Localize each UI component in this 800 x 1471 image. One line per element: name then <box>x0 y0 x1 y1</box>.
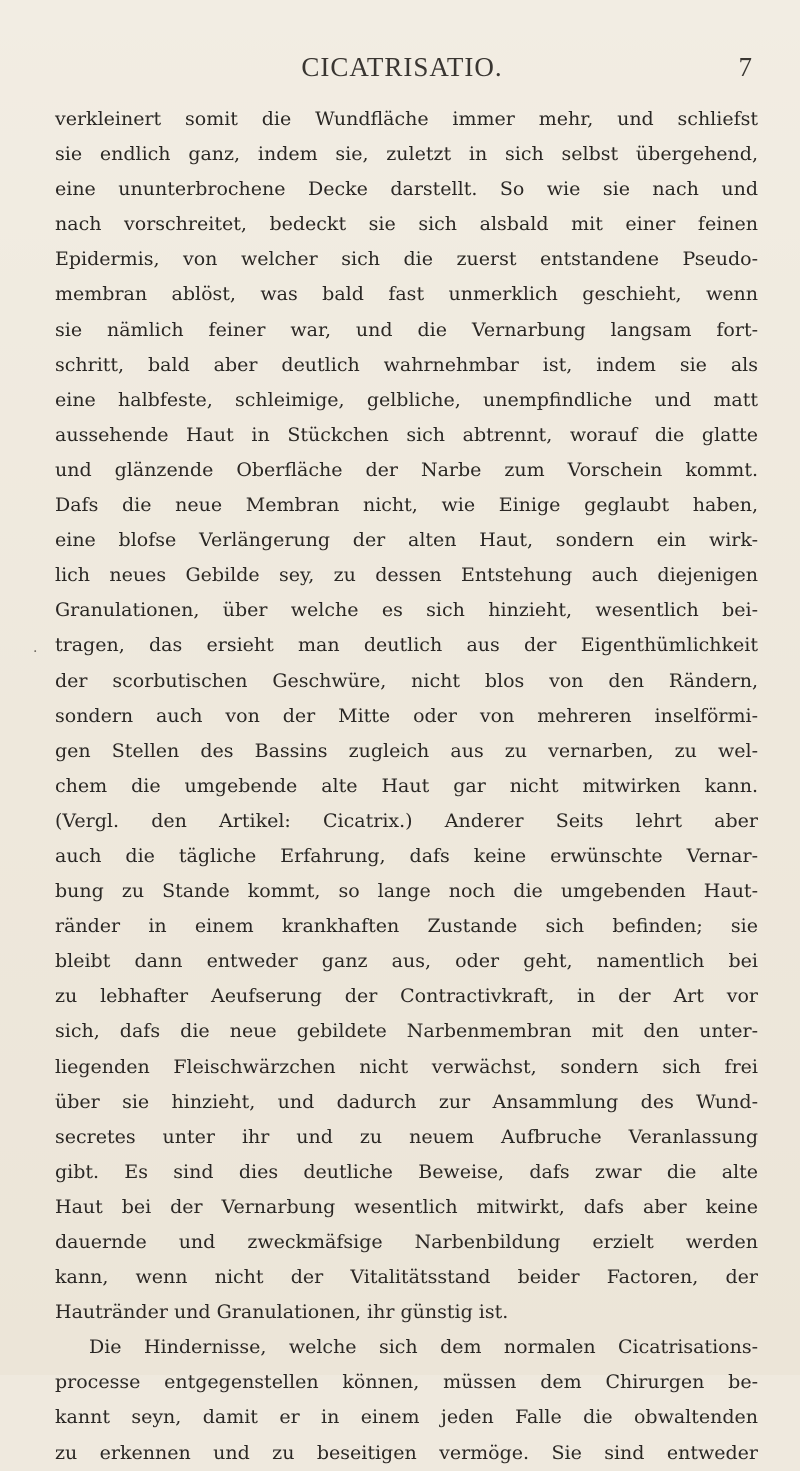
text-line: bleibt dann entweder ganz aus, oder geht, namentlich bei <box>55 950 758 973</box>
text-line: Epidermis, von welcher sich die zuerst entstandene Pseudo- <box>55 248 758 271</box>
running-title: CICATRISATIO. <box>301 52 503 82</box>
text-line: schritt, bald aber deutlich wahrnehmbar ist, indem sie als <box>55 353 758 376</box>
text-line: sondern auch von der Mitte oder von mehreren inselförmi- <box>55 704 758 727</box>
text-line: eine ununterbrochene Decke darstellt. So wie sie nach und <box>55 178 758 201</box>
text-line: kann, wenn nicht der Vitalitätsstand beider Factoren, der <box>55 1266 758 1289</box>
page-header <box>52 52 752 92</box>
text-line: Haut bei der Vernarbung wesentlich mitwirkt, dafs aber keine <box>55 1195 758 1218</box>
text-line: eine halbfeste, schleimige, gelbliche, unempfindliche und matt <box>55 388 758 411</box>
text-line: über sie hinzieht, und dadurch zur Ansammlung des Wund- <box>55 1090 758 1113</box>
text-line: liegenden Fleischwärzchen nicht verwächst, sondern sich frei <box>55 1055 758 1078</box>
text-line: tragen, das ersieht man deutlich aus der Eigenthümlichkeit <box>55 634 758 657</box>
text-line: sie nämlich feiner war, und die Vernarbung langsam fort- <box>55 318 758 341</box>
text-line: chem die umgebende alte Haut gar nicht mitwirken kann. <box>55 774 758 797</box>
text-line: Dafs die neue Membran nicht, wie Einige geglaubt haben, <box>55 494 758 517</box>
text-line: sich, dafs die neue gebildete Narbenmembran mit den unter- <box>55 1020 758 1043</box>
text-line: bung zu Stande kommt, so lange noch die umgebenden Haut- <box>55 880 758 903</box>
margin-mark: · <box>33 644 38 660</box>
text-line: gen Stellen des Bassins zugleich aus zu vernarben, zu wel- <box>55 739 758 762</box>
text-line: sie endlich ganz, indem sie, zuletzt in sich selbst übergehend, <box>55 143 758 166</box>
page-number: 7 <box>738 52 752 82</box>
text-line: lich neues Gebilde sey, zu dessen Entstehung auch diejenigen <box>55 564 758 587</box>
text-line: auch die tägliche Erfahrung, dafs keine erwünschte Vernar- <box>55 844 758 867</box>
text-line: membran ablöst, was bald fast unmerklich geschieht, wenn <box>55 283 758 306</box>
text-line: verkleinert somit die Wundfläche immer mehr, und schliefst <box>55 108 758 130</box>
text-line: dauernde und zweckmäfsige Narbenbildung erzielt werden <box>55 1231 758 1253</box>
text-line: Hautränder und Granulationen, ihr günstig ist. <box>55 1301 509 1324</box>
text-line: ränder in einem krankhaften Zustande sich befinden; sie <box>55 915 758 938</box>
text-line: der scorbutischen Geschwüre, nicht blos von den Rändern, <box>55 669 758 692</box>
body-text <box>55 102 758 1471</box>
text-line: Die Hindernisse, welche sich dem normalen Cicatrisations- <box>89 1336 758 1359</box>
text-line: aussehende Haut in Stückchen sich abtrennt, worauf die glatte <box>55 423 758 446</box>
text-line: Granulationen, über welche es sich hinzieht, wesentlich bei- <box>55 599 758 622</box>
text-line: zu erkennen und zu beseitigen vermöge. Sie sind entweder <box>55 1441 758 1464</box>
text-line: gibt. Es sind dies deutliche Beweise, dafs zwar die alte <box>55 1160 758 1183</box>
text-line: processe entgegenstellen können, müssen dem Chirurgen be- <box>55 1371 758 1394</box>
text-line: nach vorschreitet, bedeckt sie sich alsbald mit einer feinen <box>55 213 758 236</box>
text-line: zu lebhafter Aeufserung der Contractivkraft, in der Art vor <box>55 985 758 1008</box>
text-line: (Vergl. den Artikel: Cicatrix.) Anderer Seits lehrt aber <box>55 809 758 832</box>
text-line: kannt seyn, damit er in einem jeden Falle die obwaltenden <box>55 1406 758 1429</box>
text-line: secretes unter ihr und zu neuem Aufbruche Veranlassung <box>55 1125 758 1148</box>
text-line: und glänzende Oberfläche der Narbe zum Vorschein kommt. <box>55 458 758 481</box>
text-line: eine blofse Verlängerung der alten Haut, sondern ein wirk- <box>55 529 758 552</box>
